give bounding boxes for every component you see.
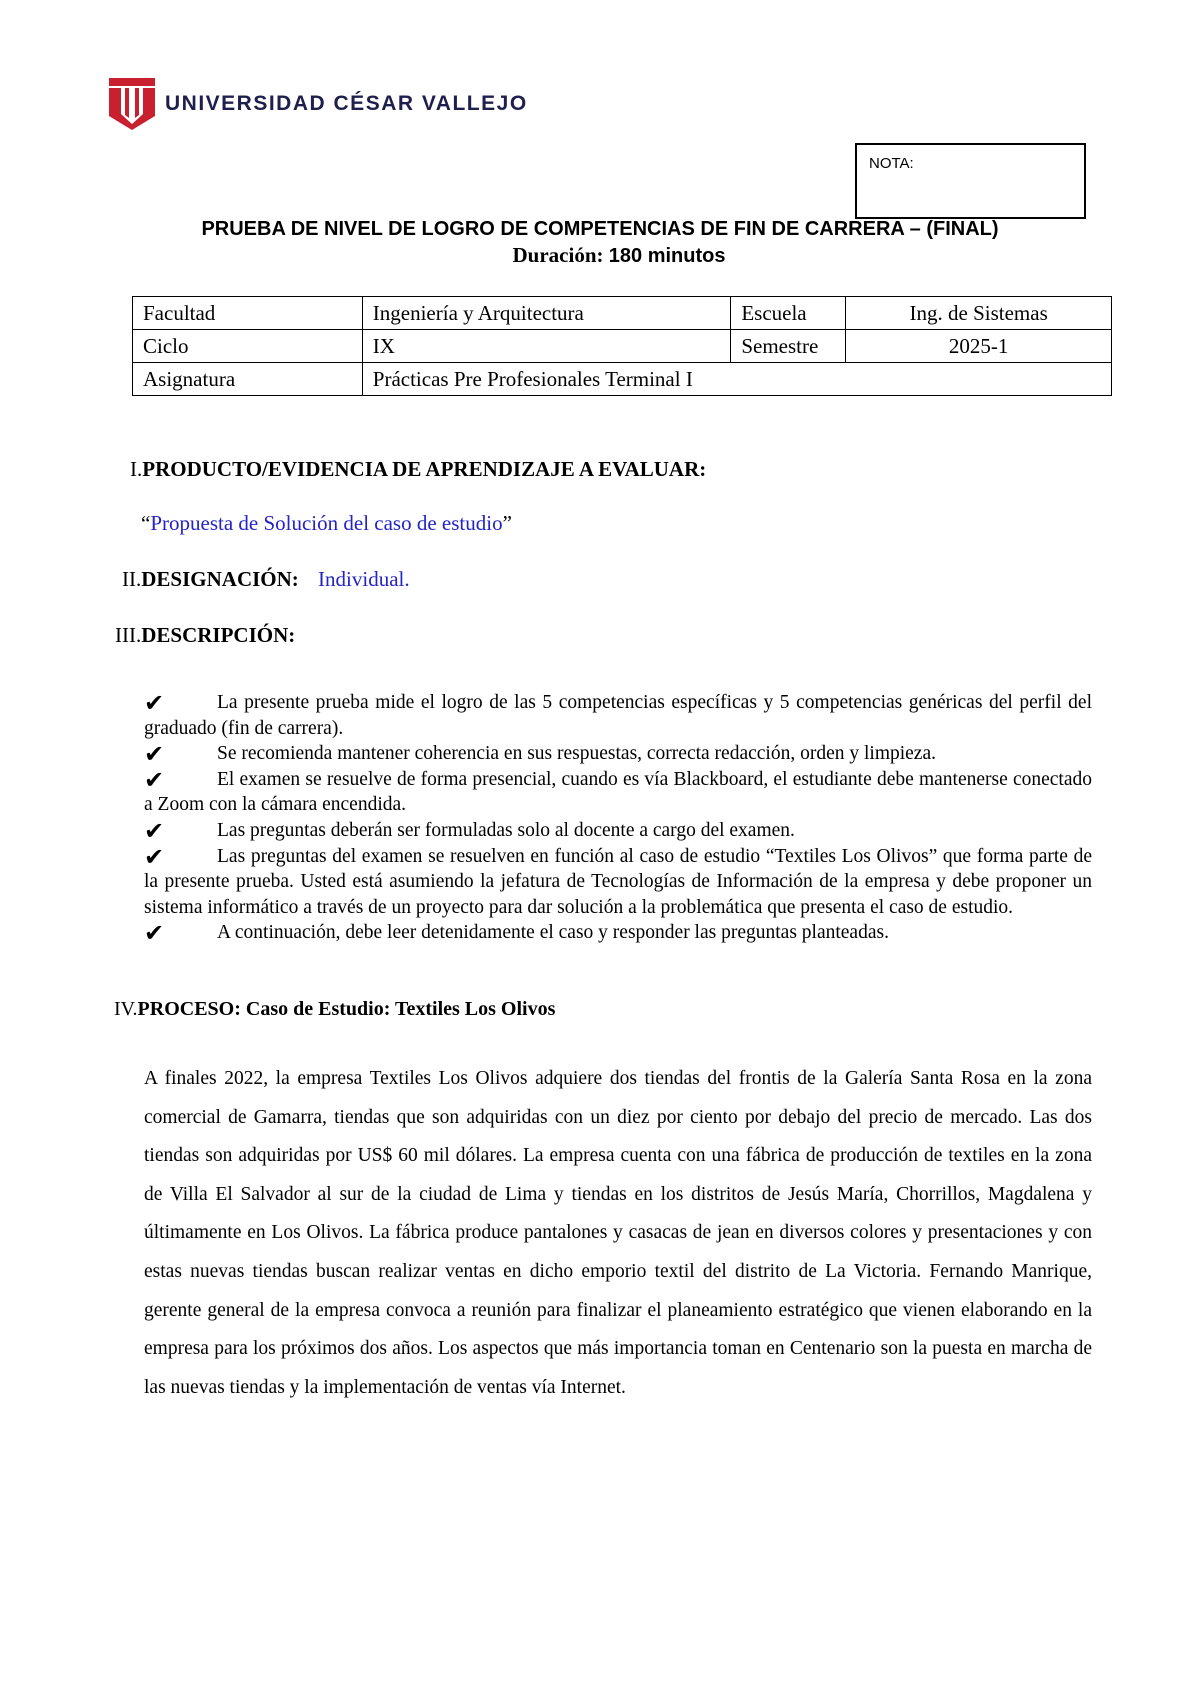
section-number: I. bbox=[130, 457, 143, 481]
table-row bbox=[133, 297, 1112, 330]
facultad-value: Ingeniería y Arquitectura bbox=[362, 297, 731, 330]
quote-open: “ bbox=[141, 511, 151, 535]
facultad-label: Facultad bbox=[133, 297, 363, 330]
section-number: IV. bbox=[114, 998, 138, 1020]
section-designation bbox=[122, 567, 410, 592]
section-title: DESCRIPCIÓN: bbox=[141, 623, 296, 647]
section-process bbox=[114, 998, 555, 1021]
quote-close: ” bbox=[502, 511, 512, 535]
case-paragraph: A finales 2022, la empresa Textiles Los Olivos adquiere dos tiendas del frontis de la Galería Santa Rosa en la zona comercial de Gamarra, tiendas que son adquiridas con un diez por ciento por debajo del precio de mercado. Las dos tiendas son adquiridas por US$ 60 mil dólares. La empresa cuenta con una fábrica de producción de textiles en la zona de Villa El Salvador al sur de la ciudad de Lima y tiendas en los distritos de Jesús María, Chorrillos, Magdalena y últimamente en Los Olivos. La fábrica produce pantalones y casacas de jean en diversos colores y presentaciones y con estas nuevas tiendas buscan realizar ventas en dicho emporio textil del distrito de La Victoria. Fernando Manrique, gerente general de la empresa convoca a reunión para finalizar el planeamiento estratégico que vienen elaborando en la empresa para los próximos dos años. Los aspectos que más importancia toman en Centenario son la puesta en marcha de las nuevas tiendas y la implementación de ventas vía Internet. bbox=[144, 1068, 1092, 1398]
exam-title: PRUEBA DE NIVEL DE LOGRO DE COMPETENCIAS DE FIN DE CARRERA – (FINAL) bbox=[201, 218, 999, 240]
list-item bbox=[144, 767, 1092, 818]
ciclo-value: IX bbox=[362, 330, 731, 363]
product-quote bbox=[141, 511, 512, 536]
duration-value: 180 minutos bbox=[608, 245, 726, 267]
section-title: DESIGNACIÓN: bbox=[141, 567, 299, 591]
section-description bbox=[115, 623, 295, 648]
designation-value: Individual. bbox=[318, 567, 410, 591]
table-row bbox=[133, 363, 1112, 396]
check-icon: ✔ bbox=[144, 818, 165, 845]
list-item bbox=[144, 690, 1092, 741]
exam-duration bbox=[0, 243, 1200, 268]
grade-label: NOTA: bbox=[869, 155, 914, 172]
bullet-text: Se recomienda mantener coherencia en sus respuestas, correcta redacción, orden y limpieza. bbox=[217, 743, 936, 765]
list-item bbox=[144, 818, 1092, 844]
check-icon: ✔ bbox=[144, 767, 165, 794]
list-item bbox=[144, 844, 1092, 921]
ciclo-label: Ciclo bbox=[133, 330, 363, 363]
section-number: III. bbox=[115, 623, 142, 647]
university-shield-icon bbox=[107, 74, 157, 130]
section-number: II. bbox=[122, 567, 142, 591]
bullet-text: Las preguntas del examen se resuelven en función al caso de estudio “Textiles Los Olivos” que forma parte de la presente prueba. Usted está asumiendo la jefatura de Tecnologías de Información de la empresa y debe proponer un sistema informático a través de un proyecto para dar solución a la problemática que presenta el caso de estudio. bbox=[144, 845, 1092, 918]
check-icon: ✔ bbox=[144, 691, 165, 717]
check-icon: ✔ bbox=[144, 844, 165, 871]
description-list bbox=[144, 690, 1092, 946]
case-title: Caso de Estudio: Textiles Los Olivos bbox=[245, 998, 556, 1020]
university-name: UNIVERSIDAD CÉSAR VALLEJO bbox=[165, 92, 528, 115]
escuela-value: Ing. de Sistemas bbox=[846, 297, 1112, 330]
table-row bbox=[133, 330, 1112, 363]
section-title: PROCESO: bbox=[137, 998, 241, 1020]
semestre-value: 2025-1 bbox=[846, 330, 1112, 363]
university-logo bbox=[107, 74, 528, 130]
bullet-text: La presente prueba mide el logro de las 5 competencias específicas y 5 competencias genéricas del perfil del graduado (fin de carrera). bbox=[144, 692, 1092, 739]
check-icon: ✔ bbox=[144, 921, 165, 948]
list-item bbox=[144, 741, 1092, 767]
section-title: PRODUCTO/EVIDENCIA DE APRENDIZAJE A EVALUAR: bbox=[142, 457, 707, 481]
product-name: Propuesta de Solución del caso de estudio bbox=[150, 511, 503, 535]
asignatura-label: Asignatura bbox=[133, 363, 363, 396]
grade-box[interactable] bbox=[855, 143, 1086, 219]
semestre-label: Semestre bbox=[731, 330, 846, 363]
bullet-text: A continuación, debe leer detenidamente el caso y responder las preguntas planteadas. bbox=[217, 922, 889, 944]
course-info-table bbox=[132, 296, 1112, 396]
list-item bbox=[144, 920, 1092, 946]
check-icon: ✔ bbox=[144, 742, 165, 769]
bullet-text: El examen se resuelve de forma presencial, cuando es vía Blackboard, el estudiante debe mantenerse conectado a Zoom con la cámara encendida. bbox=[144, 768, 1092, 816]
duration-label: Duración: bbox=[512, 243, 604, 267]
bullet-text: Las preguntas deberán ser formuladas solo al docente a cargo del examen. bbox=[217, 819, 795, 841]
asignatura-value: Prácticas Pre Profesionales Terminal I bbox=[362, 363, 1111, 396]
section-product bbox=[130, 457, 706, 482]
escuela-label: Escuela bbox=[731, 297, 846, 330]
